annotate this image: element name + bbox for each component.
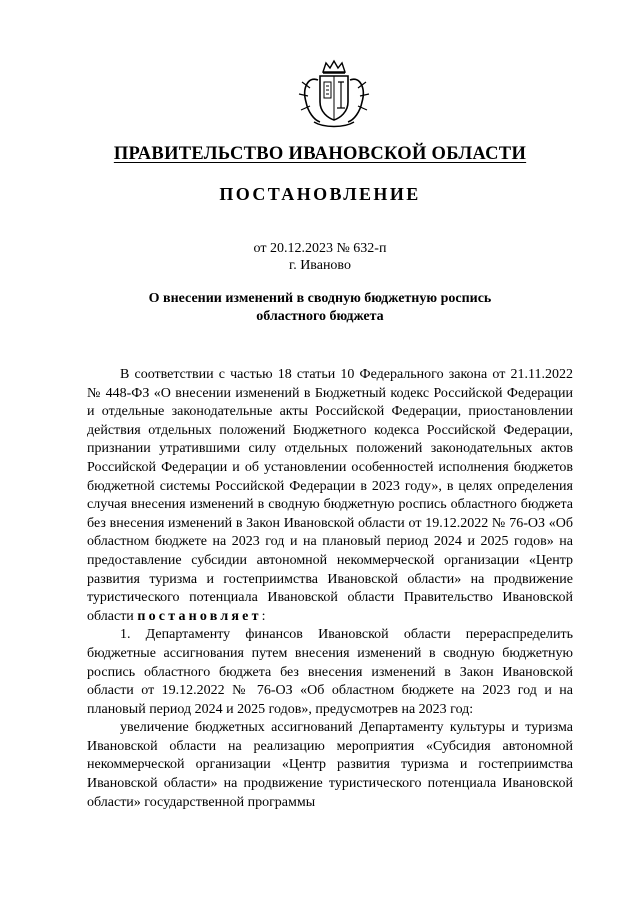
item-1-paragraph: 1. Департаменту финансов Ивановской области перераспределить бюджетные ассигнования путем внесения изменений в сводную бюджетную роспись областного бюджета без внесения изменений в Закон Ивановской области от 19.12.2022 № 76-ОЗ «Об областном бюджете на 2023 год и на плановый период 2024 и 2025 годов», предусмотрев на 2023 год: — [87, 627, 573, 717]
date-number: от 20.12.2023 № 632-п — [253, 241, 387, 256]
preamble-paragraph — [87, 366, 573, 626]
resolves-word: постановляет — [137, 608, 262, 624]
document-meta — [0, 240, 640, 274]
city: г. Иваново — [289, 258, 351, 273]
ivanovo-coat-of-arms-icon — [296, 58, 372, 130]
document-type-title: ПОСТАНОВЛЕНИЕ — [219, 184, 421, 204]
item-1-increase-paragraph: увеличение бюджетных ассигнований Департаменту культуры и туризма Ивановской области на реализацию мероприятия «Субсидия автономной некоммерческой организации «Центр развития туризма и гостеприимства Ивановской области» на продвижение туристического потенциала Ивановской области» государственной программы — [87, 720, 573, 810]
document-subject — [0, 290, 640, 326]
resolves-colon: : — [261, 608, 266, 624]
organization-title: ПРАВИТЕЛЬСТВО ИВАНОВСКОЙ ОБЛАСТИ — [113, 144, 527, 164]
subject-line: О внесении изменений в сводную бюджетную роспись — [148, 291, 492, 306]
preamble-text: В соответствии с частью 18 статьи 10 Федерального закона от 21.11.2022 № 448-ФЗ «О внесении изменений в Бюджетный кодекс Российской Федерации и отдельные законодательные акты Российской Федерации, приостановлении действия отдельных положений Бюджетного кодекса Российской Федерации, признании утратившими силу отдельных положений законодательных актов Российской Федерации и об установлении особенностей исполнения бюджетов бюджетной системы Российской Федерации в 2023 году», в целях определения случая внесения изменений в сводную бюджетную роспись областного бюджета без внесения изменений в Закон Ивановской области от 19.12.2022 № 76-ОЗ «Об областном бюджете на 2023 год и на плановый период 2024 и 2025 годов» на предоставление субсидии автономной некоммерческой организации «Центр развития туризма и гостеприимства Ивановской области» на продвижение туристического потенциала Ивановской области Правительство Ивановской области — [87, 367, 573, 624]
document-body — [87, 366, 573, 812]
subject-line: областного бюджета — [256, 309, 384, 324]
